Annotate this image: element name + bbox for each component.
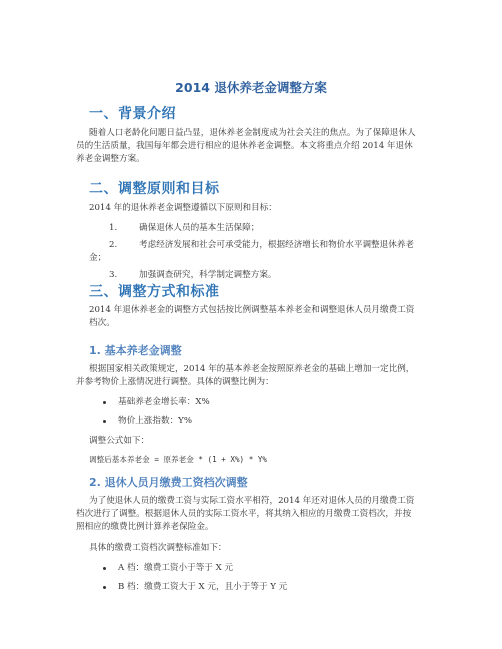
list-item-text: 考虑经济发展和社会可承受能力，根据经济增长和物价水平调整退休养老金； [89, 240, 415, 263]
list-item [89, 239, 419, 265]
background-paragraph: 随着人口老龄化问题日益凸显，退休养老金制度成为社会关注的焦点。为了保障退休人员的生活质量，我国每年都会进行相应的退休养老金调整。本文将重点介绍 2014 年退休养老金调整方案。 [76, 128, 416, 164]
list-item [76, 415, 406, 428]
list-item-text: B 档：缴费工资大于 X 元，且小于等于 Y 元 [118, 582, 288, 592]
list-number: 3. [109, 270, 118, 280]
section-heading-principles: 二、调整原则和目标 [89, 181, 220, 197]
list-item [89, 222, 419, 235]
list-number: 2. [109, 240, 118, 250]
basic-pension-bullets [76, 396, 406, 434]
contribution-tier-paragraph: 为了使退休人员的缴费工资与实际工资水平相符，2014 年还对退休人员的月缴费工资档次进行了调整。根据退休人员的实际工资水平，将其纳入相应的月缴费工资档次，并按照相应的缴费比例计算养老保险金。 [76, 496, 415, 532]
list-item-text: 基础养老金增长率：X% [118, 397, 210, 407]
principles-intro: 2014 年的退休养老金调整遵循以下原则和目标： [89, 203, 277, 213]
basic-pension-paragraph: 根据国家相关政策规定，2014 年的基本养老金按照原养老金的基础上增加一定比例，并参考物价上涨情况进行调整。具体的调整比例为： [76, 364, 415, 387]
methods-paragraph: 2014 年退休养老金的调整方式包括按比例调整基本养老金和调整退休人员月缴费工资档次。 [89, 305, 415, 328]
list-item [76, 396, 406, 409]
list-item-text: 物价上涨指数：Y% [118, 416, 192, 426]
subheading-contribution-tier: 2. 退休人员月缴费工资档次调整 [89, 476, 248, 489]
list-item-text: 加强调查研究，科学制定调整方案。 [139, 270, 277, 280]
section-heading-methods: 三、调整方式和标准 [89, 284, 220, 300]
list-number: 1. [109, 223, 118, 233]
list-item-text: 确保退休人员的基本生活保障； [139, 223, 260, 233]
list-item [76, 581, 406, 594]
bullet-icon [103, 586, 106, 589]
formula-label: 调整公式如下： [89, 436, 150, 446]
list-item-text: A 档：缴费工资小于等于 X 元 [118, 563, 234, 573]
bullet-icon [103, 420, 106, 423]
subheading-basic-pension: 1. 基本养老金调整 [89, 344, 182, 357]
principles-list [89, 222, 419, 286]
document-title: 2014 退休养老金调整方案 [175, 80, 327, 95]
contribution-tier-bullets [76, 562, 406, 600]
bullet-icon [103, 401, 106, 404]
adjustment-formula: 调整后基本养老金 = 原养老金 * (1 + X%) * Y% [89, 455, 267, 464]
bullet-icon [103, 567, 106, 570]
list-item [76, 562, 406, 575]
section-heading-background: 一、背景介绍 [89, 106, 176, 122]
contribution-tier-intro: 具体的缴费工资档次调整标准如下： [89, 543, 227, 553]
